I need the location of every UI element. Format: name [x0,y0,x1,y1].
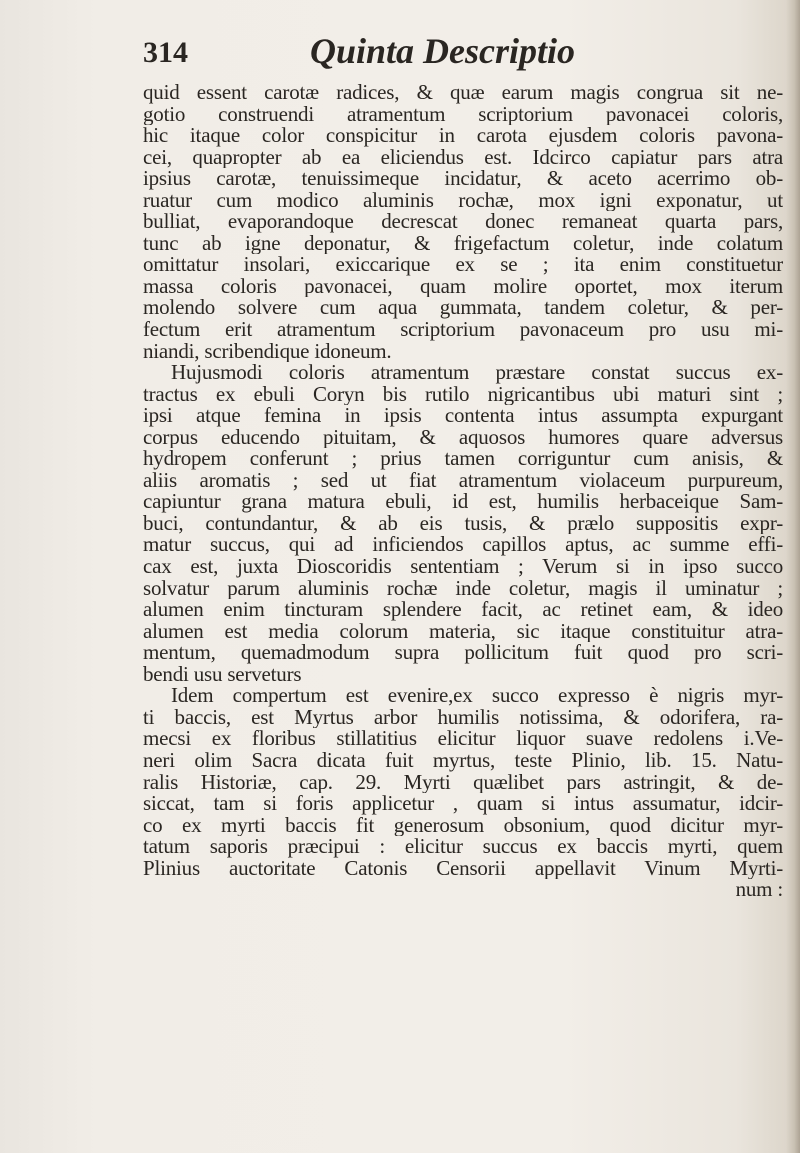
body-text [143,82,783,901]
text-line: buci, contundantur, & ab eis tusis, & prælo suppositis expr- [143,512,783,535]
text-line: aliis aromatis ; sed ut fiat atramentum violaceum purpureum, [143,469,783,492]
text-line: bulliat, evaporandoque decrescat donec remaneat quarta pars, [143,211,783,233]
page-number: 314 [143,36,188,69]
text-line: corpus educendo pituitam, & aquosos humores quare adversus [143,426,783,449]
text-line: alumen est media colorum materia, sic itaque constituitur atra- [143,620,783,643]
text-line: neri olim Sacra dicata fuit myrtus, teste Plinio, lib. 15. Natu- [143,749,783,772]
page-header [143,30,783,80]
text-line: tunc ab igne deponatur, & frigefactum coletur, inde colatum [143,232,783,255]
text-line: bendi usu serveturs [143,663,302,686]
text-line: quid essent carotæ radices, & quæ earum magis congrua sit ne- [143,82,783,104]
text-line: capiuntur grana matura ebuli, id est, humilis herbaceique Sam- [143,491,783,513]
text-line: alumen enim tincturam splendere facit, ac retinet eam, & ideo [143,599,783,621]
text-line: num : [735,879,783,901]
text-line: massa coloris pavonacei, quam molire oportet, mox iterum [143,275,783,298]
text-line: hydropem conferunt ; prius tamen corriguntur cum anisis, & [143,448,783,470]
text-line: molendo solvere cum aqua gummata, tandem coletur, & per- [143,297,783,320]
text-line: tractus ex ebuli Coryn bis rutilo nigricantibus ubi maturi sint ; [143,383,783,406]
text-line: ruatur cum modico aluminis rochæ, mox igni exponatur, ut [143,189,783,212]
text-line: Hujusmodi coloris atramentum præstare constat succus ex- [171,362,783,384]
text-line: matur succus, qui ad inficiendos capillos aptus, ac summe effi- [143,534,783,557]
text-line: Idem compertum est evenire,ex succo expresso è nigris myr- [171,685,783,707]
text-line: solvatur parum aluminis rochæ inde coletur, magis il uminatur ; [143,577,783,600]
text-line: cax est, juxta Dioscoridis sententiam ; Verum si in ipso succo [143,556,783,578]
text-line: mentum, quemadmodum supra pollicitum fuit quod pro scri- [143,642,783,664]
text-line: ti baccis, est Myrtus arbor humilis notissima, & odorifera, ra- [143,706,783,729]
running-head: Quinta Descriptio [310,31,576,71]
text-line: hic itaque color conspicitur in carota ejusdem coloris pavona- [143,125,783,147]
text-line: mecsi ex floribus stillatitius elicitur liquor suave redolens i.Ve- [143,728,783,750]
text-line: Plinius auctoritate Catonis Censorii appellavit Vinum Myrti- [143,857,783,880]
text-line: cei, quapropter ab ea eliciendus est. Idcirco capiatur pars atra [143,146,783,169]
page-edge-shadow [786,0,800,1153]
text-line: tatum saporis præcipui : elicitur succus ex baccis myrti, quem [143,836,783,858]
text-line: ipsius carotæ, tenuissimeque incidatur, & aceto acerrimo ob- [143,168,783,190]
text-line: co ex myrti baccis fit generosum obsonium, quod dicitur myr- [143,814,783,837]
text-line: gotio construendi atramentum scriptorium pavonacei coloris, [143,103,783,126]
text-line: ralis Historiæ, cap. 29. Myrti quælibet pars astringit, & de- [143,771,783,794]
text-line: omittatur insolari, exiccarique ex se ; ita enim constituetur [143,254,783,276]
text-line: ipsi atque femina in ipsis contenta intus assumpta expurgant [143,405,783,427]
text-line: niandi, scribendique idoneum. [143,340,392,363]
text-line: siccat, tam si foris applicetur , quam si intus assumatur, idcir- [143,793,783,815]
text-line: fectum erit atramentum scriptorium pavonaceum pro usu mi- [143,319,783,341]
